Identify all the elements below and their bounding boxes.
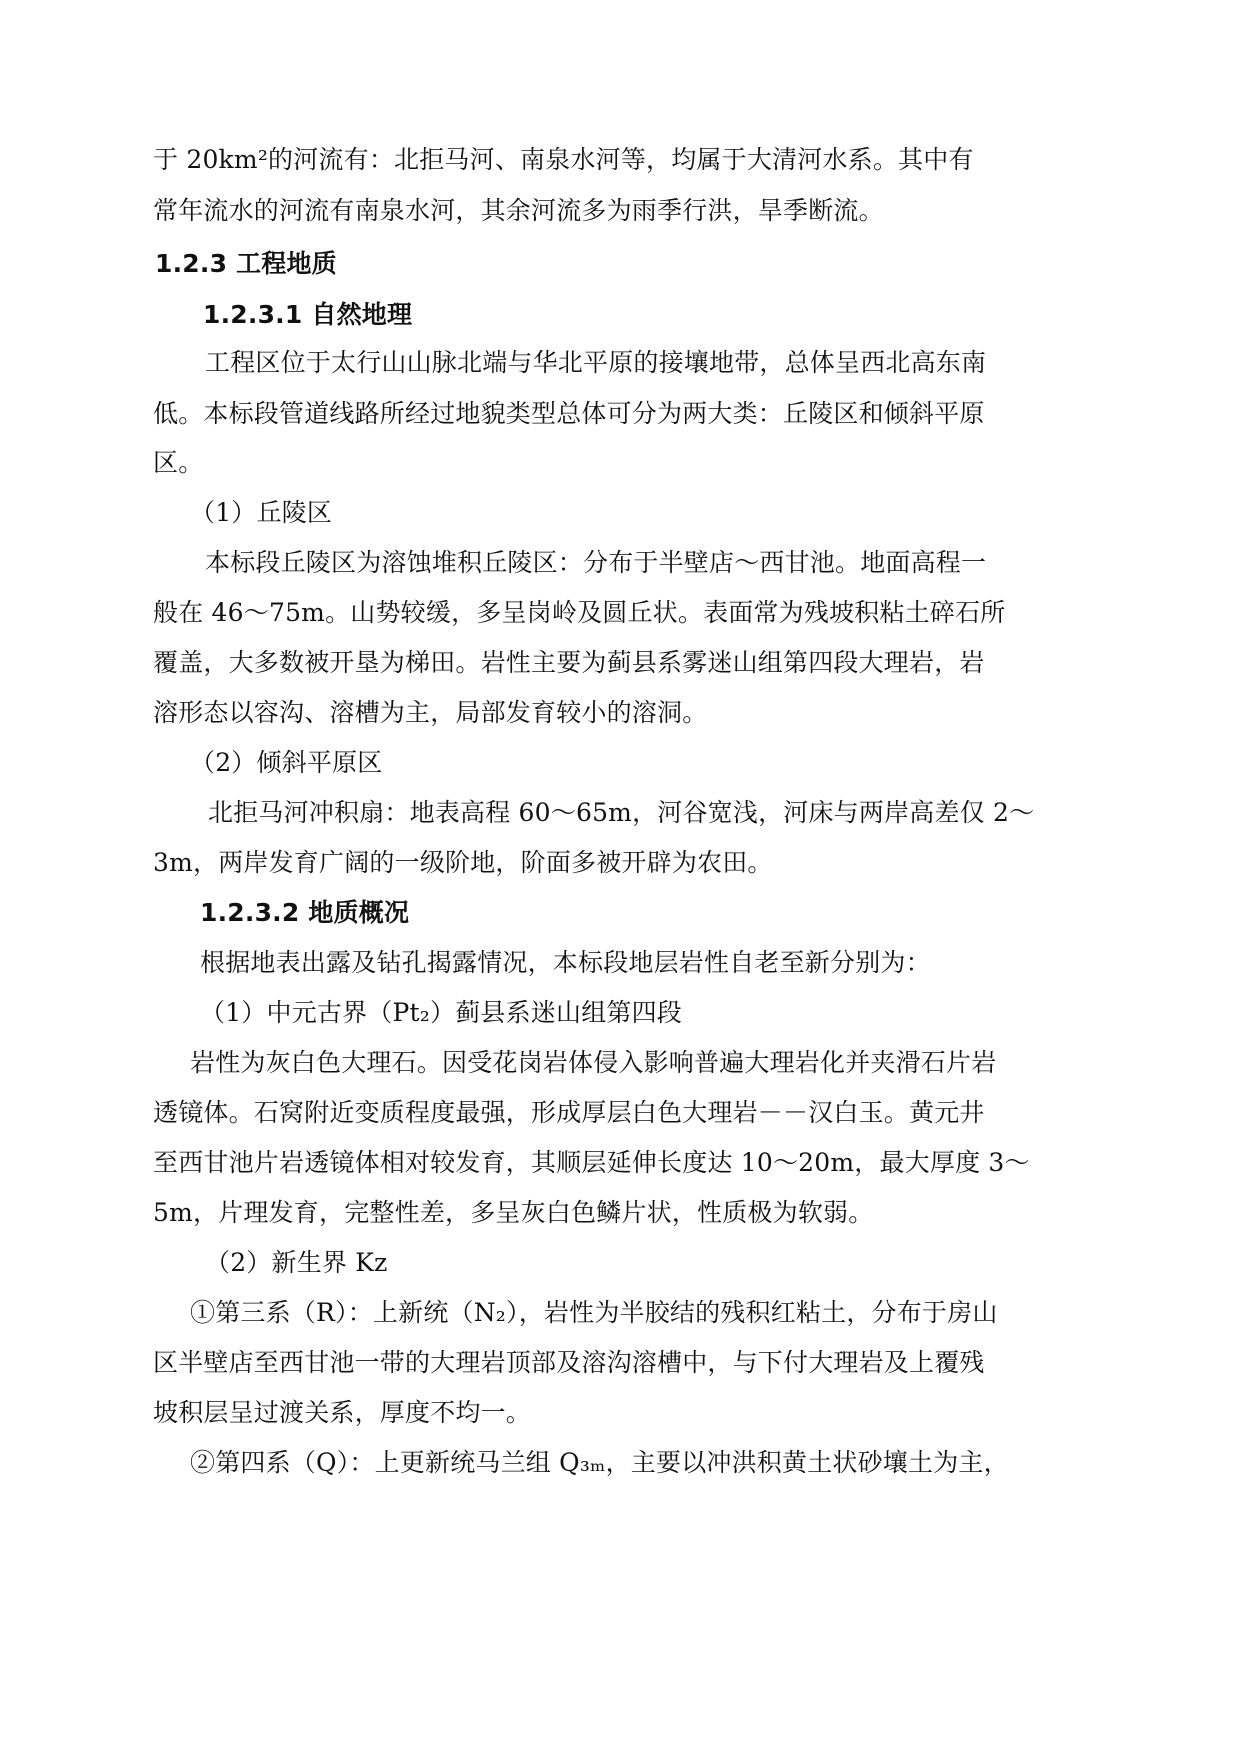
paragraph-line: 覆盖，大多数被开垦为梯田。岩性主要为蓟县系雾迷山组第四段大理岩，岩 [153, 648, 985, 677]
list-item-heading: （1）丘陵区 [190, 498, 333, 527]
paragraph-line: ①第三系（R）：上新统（N₂），岩性为半胶结的残积红粘土，分布于房山 [190, 1298, 998, 1327]
list-item-heading: （1）中元古界（Pt₂）蓟县系迷山组第四段 [200, 998, 682, 1027]
paragraph-line: 区半壁店至西甘池一带的大理岩顶部及溶沟溶槽中，与下付大理岩及上覆残 [153, 1348, 985, 1377]
paragraph-line: 根据地表出露及钻孔揭露情况，本标段地层岩性自老至新分别为： [200, 948, 931, 977]
paragraph-line: 于 20km²的河流有：北拒马河、南泉水河等，均属于大清河水系。其中有 [153, 145, 974, 174]
paragraph-line: 区。 [153, 448, 204, 477]
paragraph-line: 至西甘池片岩透镜体相对较发育，其顺层延伸长度达 10～20m，最大厚度 3～ [153, 1148, 1030, 1177]
paragraph-line: 北拒马河冲积扇：地表高程 60～65m，河谷宽浅，河床与两岸高差仅 2～ [208, 798, 1035, 827]
paragraph-line: 5m，片理发育，完整性差，多呈灰白色鳞片状，性质极为软弱。 [153, 1198, 874, 1227]
paragraph-line: ②第四系（Q）：上更新统马兰组 Q₃ₘ，主要以冲洪积黄土状砂壤土为主， [190, 1448, 1009, 1477]
paragraph-line: 坡积层呈过渡关系，厚度不均一。 [153, 1398, 532, 1427]
section-heading: 1.2.3 工程地质 [155, 249, 337, 278]
paragraph-line: 3m，两岸发育广阔的一级阶地，阶面多被开辟为农田。 [153, 848, 773, 877]
list-item-heading: （2）新生界 Kz [205, 1248, 388, 1277]
list-item-heading: （2）倾斜平原区 [190, 748, 383, 777]
subsection-heading: 1.2.3.2 地质概况 [200, 898, 410, 927]
paragraph-line: 本标段丘陵区为溶蚀堆积丘陵区：分布于半壁店～西甘池。地面高程一 [205, 548, 987, 577]
paragraph-line: 岩性为灰白色大理石。因受花岗岩体侵入影响普遍大理岩化并夹滑石片岩 [190, 1048, 997, 1077]
paragraph-line: 透镜体。石窝附近变质程度最强，形成厚层白色大理岩－－汉白玉。黄元井 [153, 1098, 985, 1127]
paragraph-line: 溶形态以容沟、溶槽为主，局部发育较小的溶洞。 [153, 698, 708, 727]
paragraph-line: 常年流水的河流有南泉水河，其余河流多为雨季行洪，旱季断流。 [153, 196, 884, 225]
paragraph-line: 低。本标段管道线路所经过地貌类型总体可分为两大类：丘陵区和倾斜平原 [153, 399, 985, 428]
paragraph-line: 般在 46～75m。山势较缓，多呈岗岭及圆丘状。表面常为残坡积粘土碎石所 [153, 598, 1006, 627]
subsection-heading: 1.2.3.1 自然地理 [203, 300, 413, 329]
paragraph-line: 工程区位于太行山山脉北端与华北平原的接壤地带，总体呈西北高东南 [205, 348, 987, 377]
